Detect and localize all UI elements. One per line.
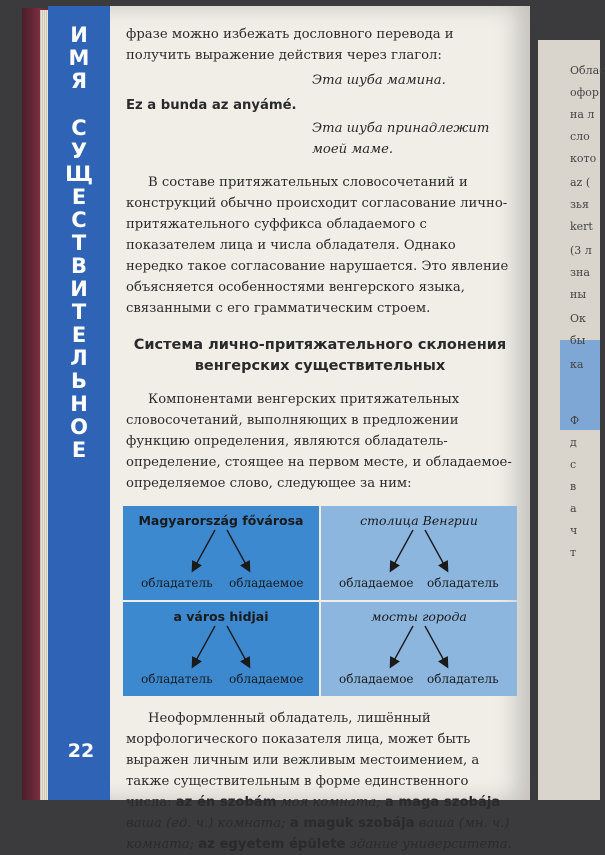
next-page-fragment: Облас — [570, 64, 605, 77]
example-2-ru: ваша (ед. ч.) комната; — [126, 816, 286, 831]
diagram-cell-title: a város hidjai — [173, 609, 269, 624]
next-page-fragment: д — [570, 436, 577, 449]
side-letter: Е — [71, 438, 87, 462]
side-letter: Ь — [70, 369, 87, 393]
next-page-fragment: Ф — [570, 414, 580, 427]
next-page-fragment: ны — [570, 288, 587, 301]
arrow-right — [227, 626, 249, 666]
arrow-right — [227, 530, 249, 570]
paragraph-1: В составе притяжательных словосочетаний и конструкций обычно происходит согласование лично-притяжательного суффикса обладаемого с показателем лица и числа обладателя. Однако нередко такое согласование нарушается. Это явление объясняется особенностями венгерского языка, связанными с его грамматическим строем. — [126, 175, 509, 316]
side-letter: Щ — [65, 162, 93, 186]
example-hu: Ez a bunda az anyámé. — [126, 98, 297, 113]
page-edges — [40, 10, 48, 800]
side-letter: Е — [71, 185, 87, 209]
example-4-hu: az egyetem épülete — [198, 837, 346, 852]
diagram-cell-title: мосты города — [371, 609, 467, 624]
side-tab-title — [48, 24, 110, 462]
side-letter: М — [68, 46, 90, 70]
example-3-ru: ваша (мн. ч.) комната; — [126, 816, 510, 852]
side-letter: О — [70, 415, 88, 439]
next-page-fragment: а — [570, 502, 577, 515]
example-1-ru: моя комната; — [280, 795, 381, 810]
diagram-label-left: обладаемое — [339, 672, 414, 686]
page-number: 22 — [67, 740, 95, 762]
arrow-left — [193, 530, 215, 570]
next-page-fragment: кото — [570, 152, 597, 165]
next-page-fragment: зья — [570, 198, 589, 211]
page-content — [126, 24, 514, 855]
paragraph-3-text: Неоформленный обладатель, лишённый морфологического показателя лица, может быть выражен личным или вежливым местоимением, а также существительным в форме единственного числа: — [126, 711, 480, 810]
next-page-blue-strip — [560, 340, 600, 430]
example-ru-1: Эта шуба мамина. — [312, 73, 446, 88]
section-title: Система лично-притяжательного склонения венгерских существительных — [133, 337, 507, 374]
arrow-left — [391, 626, 413, 666]
diagram-label-left: обладаемое — [339, 576, 414, 590]
next-page-fragment: kert — [570, 220, 593, 233]
next-page-fragment: сло — [570, 130, 590, 143]
example-1-hu: az én szobám — [175, 795, 277, 810]
arrow-right — [425, 530, 447, 570]
paragraph-2: Компонентами венгерских притяжательных словосочетаний, выполняющих в предложении функцию определения, являются обладатель-определение, стоящее на первом месте, и обладаемое-определяемое слово, следующее за ним: — [126, 392, 512, 491]
side-letter: И — [70, 277, 88, 301]
example-ru-2b: моей маме. — [312, 142, 394, 157]
side-letter: В — [70, 254, 87, 278]
next-page-fragment: т — [570, 546, 577, 559]
side-letter: Л — [70, 346, 88, 370]
next-page-fragment: в — [570, 480, 577, 493]
side-letter: И — [70, 23, 88, 47]
arrow-right — [425, 626, 447, 666]
intro-line: фразе можно избежать дословного перевода и получить выражение действия через глагол: — [126, 27, 454, 63]
side-letter: Н — [70, 392, 88, 416]
side-letter: У — [70, 139, 88, 163]
diagram-label-left: обладатель — [141, 672, 213, 686]
next-page-fragment: зна — [570, 266, 590, 279]
example-ru-2a: Эта шуба принадлежит — [312, 121, 490, 136]
next-page-fragment: на л — [570, 108, 595, 121]
example-3-hu: a maguk szobája — [289, 816, 415, 831]
next-page-fragment: az ( — [570, 176, 591, 189]
example-4-ru: здание университета. — [349, 837, 512, 852]
diagram-cell — [123, 506, 319, 600]
next-page-edge — [538, 40, 605, 800]
diagram-cell — [321, 506, 517, 600]
next-page-fragment: ч — [570, 524, 578, 537]
next-page-fragment: бы — [570, 334, 586, 347]
arrow-left — [193, 626, 215, 666]
side-letter: Т — [71, 231, 87, 255]
diagram-cell — [123, 602, 319, 696]
example-2-hu: a maga szobája — [384, 795, 501, 810]
next-page-fragment: с — [570, 458, 577, 471]
book-page — [48, 6, 530, 852]
side-tab — [48, 6, 110, 800]
diagram-label-left: обладатель — [141, 576, 213, 590]
arrow-left — [391, 530, 413, 570]
possession-diagram — [123, 506, 515, 694]
next-page-fragment: офор — [570, 86, 599, 99]
diagram-cell — [321, 602, 517, 696]
next-page-fragment: Ок — [570, 312, 586, 325]
next-page-fragment: ка — [570, 358, 584, 371]
side-letter: Я — [70, 69, 88, 93]
diagram-label-right: обладаемое — [229, 576, 304, 590]
side-letter: Т — [71, 300, 87, 324]
side-letter: Е — [71, 323, 87, 347]
side-letter: С — [71, 208, 87, 232]
side-letter: С — [71, 116, 87, 140]
diagram-label-right: обладатель — [427, 576, 499, 590]
diagram-cell-title: Magyarország fővárosa — [138, 513, 304, 528]
diagram-label-right: обладатель — [427, 672, 499, 686]
diagram-cell-title: столица Венгрии — [360, 513, 478, 528]
paragraph-3 — [126, 708, 514, 855]
next-page-fragment: (3 л — [570, 244, 592, 257]
diagram-label-right: обладаемое — [229, 672, 304, 686]
